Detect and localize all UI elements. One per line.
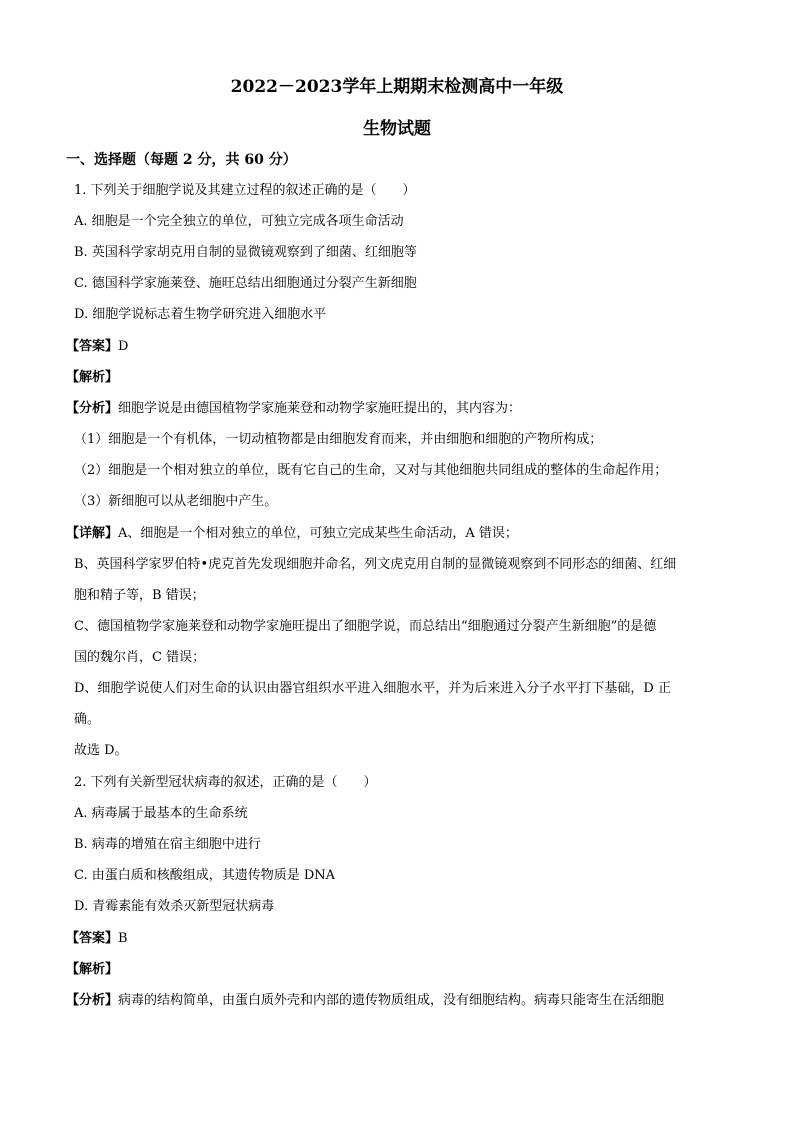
q1-answer: [66, 338, 128, 356]
q2-option-a: A. 病毒属于最基本的生命系统: [74, 806, 248, 821]
page-title: 2022－2023学年上期期末检测高中一年级: [230, 77, 564, 97]
page-subtitle: 生物试题: [363, 119, 431, 139]
q1-detail-d2: 确。: [74, 712, 101, 727]
q1-detail-a: [66, 525, 518, 543]
q1-option-a: A. 细胞是一个完全独立的单位，可独立完成各项生命活动: [74, 214, 404, 229]
answer-tag: 【答案】: [66, 339, 119, 354]
q1-point-2: （2）细胞是一个相对独立的单位，既有它自己的生命，又对与其他细胞共同组成的整体的生命起作用；: [74, 463, 668, 478]
fenxi-text: 病毒的结构简单，由蛋白质外壳和内部的遗传物质组成，没有细胞结构。病毒只能寄生在活细胞: [118, 993, 665, 1008]
q1-detail-b1: B、英国科学家罗伯特•虎克首先发现细胞并命名，列文虎克用自制的显微镜观察到不同形态的细菌、红细: [74, 557, 677, 572]
q1-detail-c1: C、德国植物学家施莱登和动物学家施旺提出了细胞学说，而总结出“细胞通过分裂产生新细胞”的是德: [74, 619, 657, 634]
q2-option-d: D. 青霉素能有效杀灭新型冠状病毒: [74, 899, 275, 914]
q1-analysis-tag: 【解析】: [66, 370, 119, 385]
q2-option-b: B. 病毒的增殖在宿主细胞中进行: [74, 837, 261, 852]
q1-option-c: C. 德国科学家施莱登、施旺总结出细胞通过分裂产生新细胞: [74, 276, 417, 291]
answer-value: B: [118, 931, 128, 946]
q1-conclusion: 故选 D。: [74, 743, 128, 758]
q1-detail-d1: D、细胞学说使人们对生命的认识由器官组织水平进入细胞水平，并为后来进入分子水平打下基础，D 正: [74, 681, 671, 696]
q1-option-d: D. 细胞学说标志着生物学研究进入细胞水平: [74, 307, 327, 322]
q2-option-c: C. 由蛋白质和核酸组成，其遗传物质是 DNA: [74, 868, 336, 883]
q1-detail-b2: 胞和精子等，B 错误；: [74, 588, 205, 603]
q2-analysis-tag: 【解析】: [66, 962, 119, 977]
q2-stem: 2. 下列有关新型冠状病毒的叙述，正确的是（ ）: [74, 775, 377, 790]
answer-value: D: [118, 339, 129, 354]
q1-fenxi: [66, 400, 521, 418]
q1-option-b: B. 英国科学家胡克用自制的显微镜观察到了细菌、红细胞等: [74, 245, 417, 260]
q1-point-3: （3）新细胞可以从老细胞中产生。: [74, 494, 278, 509]
detail-tag: 【详解】: [66, 526, 119, 541]
q1-stem: 1. 下列关于细胞学说及其建立过程的叙述正确的是（ ）: [74, 183, 416, 198]
answer-tag: 【答案】: [66, 931, 119, 946]
fenxi-tag: 【分析】: [66, 401, 119, 416]
fenxi-text: 细胞学说是由德国植物学家施莱登和动物学家施旺提出的，其内容为：: [118, 401, 522, 416]
fenxi-tag: 【分析】: [66, 993, 119, 1008]
q1-point-1: （1）细胞是一个有机体，一切动植物都是由细胞发育而来，并由细胞和细胞的产物所构成；: [74, 432, 603, 447]
detail-a-text: A、细胞是一个相对独立的单位，可独立完成某些生命活动，A 错误；: [118, 526, 518, 541]
q2-answer: [66, 930, 128, 948]
section-heading: 一、选择题（每题 2 分，共 60 分）: [66, 152, 297, 168]
q2-fenxi: [66, 992, 664, 1010]
q1-detail-c2: 国的魏尔肖，C 错误；: [74, 650, 206, 665]
